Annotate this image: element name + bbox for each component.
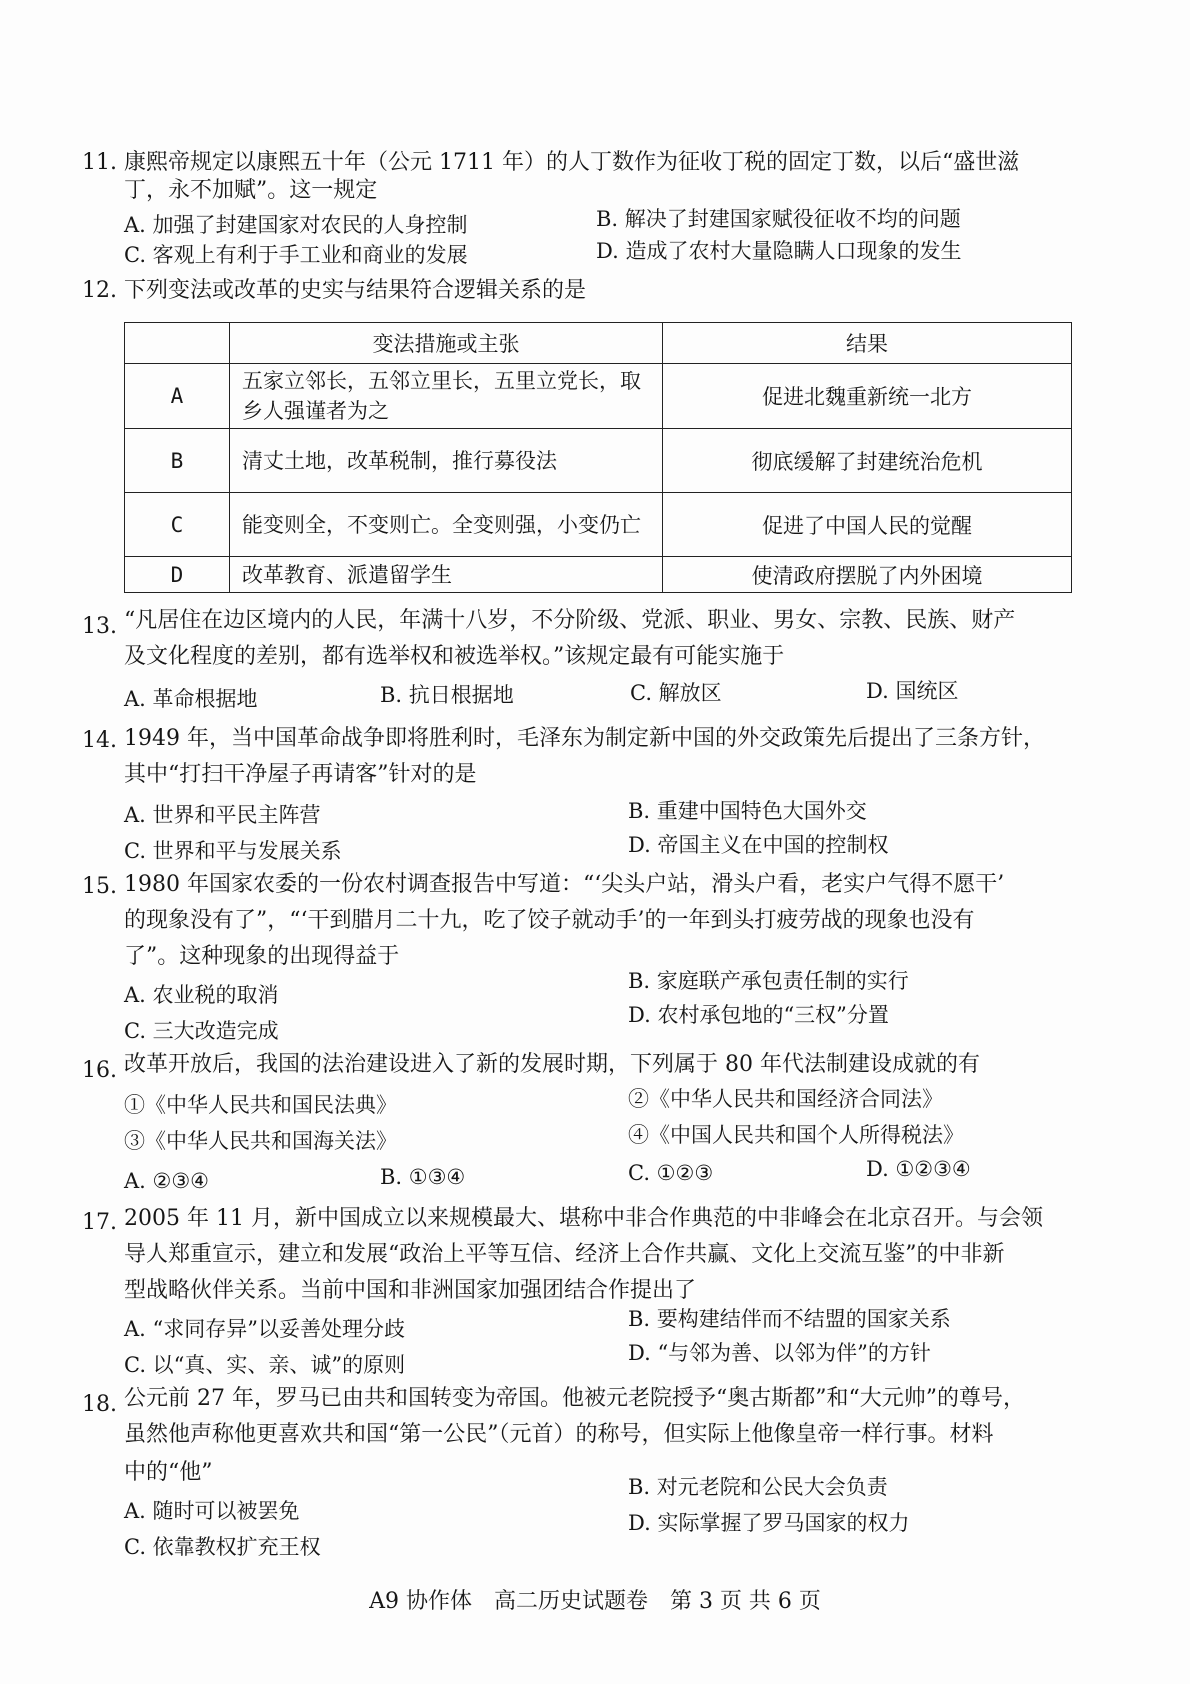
question-stem: 其中“打扫干净屋子再请客”针对的是 <box>124 762 477 787</box>
option-c: C. 解放区 <box>630 681 722 705</box>
table-header-result: 结果 <box>663 323 1072 364</box>
reform-table <box>124 322 1072 593</box>
question-stem: “凡居住在边区境内的人民，年满十八岁，不分阶级、党派、职业、男女、宗教、民族、财产 <box>124 608 1016 633</box>
question-stem: 虽然他声称他更喜欢共和国“第一公民”（元首）的称号，但实际上他像皇帝一样行事。材料 <box>124 1422 994 1447</box>
question-stem: 康熙帝规定以康熙五十年（公元 1711 年）的人丁数作为征收丁税的固定丁数，以后“盛世滋 <box>124 150 1020 175</box>
option-a: A. “求同存异”以妥善处理分歧 <box>124 1317 405 1341</box>
table-row <box>125 493 1072 557</box>
option-d: D. 实际掌握了罗马国家的权力 <box>628 1511 910 1535</box>
option-c: C. 以“真、实、亲、诚”的原则 <box>124 1353 406 1377</box>
statement-2: ②《中华人民共和国经济合同法》 <box>628 1087 943 1111</box>
option-b: B. 家庭联产承包责任制的实行 <box>628 969 909 993</box>
statement-1: ①《中华人民共和国民法典》 <box>124 1093 397 1117</box>
statement-3: ③《中华人民共和国海关法》 <box>124 1129 397 1153</box>
row-measure: 能变则全，不变则亡。全变则强，小变仍亡 <box>230 493 663 557</box>
row-result: 促进北魏重新统一北方 <box>663 364 1072 429</box>
option-a: A. 随时可以被罢免 <box>124 1499 300 1523</box>
option-d: D. 农村承包地的“三权”分置 <box>628 1003 889 1027</box>
question-stem: 丁，永不加赋”。这一规定 <box>124 178 378 203</box>
option-a: A. 加强了封建国家对农民的人身控制 <box>124 213 468 237</box>
row-result: 使清政府摆脱了内外困境 <box>663 557 1072 593</box>
option-a: A. ②③④ <box>124 1169 209 1193</box>
row-measure: 清丈土地，改革税制，推行募役法 <box>230 429 663 493</box>
option-c: C. 依靠教权扩充王权 <box>124 1535 321 1559</box>
question-stem: 的现象没有了”，“‘干到腊月二十九，吃了饺子就动手’的一年到头打疲劳战的现象也没有 <box>124 908 975 933</box>
option-b: B. 抗日根据地 <box>380 683 514 707</box>
question-stem: 1980 年国家农委的一份农村调查报告中写道：“‘尖头户站，滑头户看，老实户气得不愿干’ <box>124 872 1005 897</box>
option-c: C. ①②③ <box>628 1161 714 1185</box>
question-number: 12. <box>82 278 117 303</box>
option-a: A. 农业税的取消 <box>124 983 279 1007</box>
question-stem: 导人郑重宣示，建立和发展“政治上平等互信、经济上合作共赢、文化上交流互鉴”的中非新 <box>124 1242 1005 1267</box>
row-result: 彻底缓解了封建统治危机 <box>663 429 1072 493</box>
statement-4: ④《中国人民共和国个人所得税法》 <box>628 1123 964 1147</box>
question-stem: 及文化程度的差别，都有选举权和被选举权。”该规定最有可能实施于 <box>124 644 785 669</box>
row-measure: 改革教育、派遣留学生 <box>230 557 663 593</box>
question-stem: 了”。这种现象的出现得益于 <box>124 944 400 969</box>
option-d: D. ①②③④ <box>866 1157 971 1181</box>
table-row <box>125 429 1072 493</box>
option-a: A. 世界和平民主阵营 <box>124 803 321 827</box>
question-stem: 中的“他” <box>124 1460 213 1485</box>
table-header-measure: 变法措施或主张 <box>230 323 663 364</box>
option-c: C. 三大改造完成 <box>124 1019 279 1043</box>
page-footer: A9 协作体 高二历史试题卷 第 3 页 共 6 页 <box>369 1589 821 1614</box>
option-c: C. 世界和平与发展关系 <box>124 839 342 863</box>
question-number: 13. <box>82 614 117 639</box>
option-d: D. 帝国主义在中国的控制权 <box>628 833 889 857</box>
row-letter: D <box>125 557 230 593</box>
question-stem: 下列变法或改革的史实与结果符合逻辑关系的是 <box>124 278 587 303</box>
question-number: 14. <box>82 728 117 753</box>
table-row <box>125 364 1072 429</box>
row-measure: 五家立邻长，五邻立里长，五里立党长，取乡人强谨者为之 <box>230 364 663 429</box>
option-d: D. 国统区 <box>866 679 959 703</box>
option-b: B. 解决了封建国家赋役征收不均的问题 <box>596 207 961 231</box>
row-letter: A <box>125 364 230 429</box>
question-stem: 2005 年 11 月，新中国成立以来规模最大、堪称中非合作典范的中非峰会在北京召开。与会领 <box>124 1206 1043 1231</box>
option-b: B. 重建中国特色大国外交 <box>628 799 867 823</box>
question-stem: 公元前 27 年，罗马已由共和国转变为帝国。他被元老院授予“奥古斯都”和“大元帅”的尊号， <box>124 1386 1025 1411</box>
question-number: 17. <box>82 1210 117 1235</box>
table-row <box>125 557 1072 593</box>
question-stem: 型战略伙伴关系。当前中国和非洲国家加强团结合作提出了 <box>124 1278 697 1303</box>
question-stem: 1949 年，当中国革命战争即将胜利时，毛泽东为制定新中国的外交政策先后提出了三条方针， <box>124 726 1045 751</box>
option-b: B. 要构建结伴而不结盟的国家关系 <box>628 1307 951 1331</box>
question-number: 15. <box>82 874 117 899</box>
row-letter: C <box>125 493 230 557</box>
row-letter: B <box>125 429 230 493</box>
option-d: D. 造成了农村大量隐瞒人口现象的发生 <box>596 239 962 263</box>
option-a: A. 革命根据地 <box>124 687 258 711</box>
table-header-row <box>125 323 1072 364</box>
question-number: 16. <box>82 1058 117 1083</box>
question-number: 18. <box>82 1392 117 1417</box>
question-number: 11. <box>82 150 117 175</box>
question-stem: 改革开放后，我国的法治建设进入了新的发展时期，下列属于 80 年代法制建设成就的有 <box>124 1052 980 1077</box>
table-header-blank <box>125 323 230 364</box>
option-d: D. “与邻为善、以邻为伴”的方针 <box>628 1341 931 1365</box>
row-result: 促进了中国人民的觉醒 <box>663 493 1072 557</box>
option-b: B. 对元老院和公民大会负责 <box>628 1475 888 1499</box>
option-b: B. ①③④ <box>380 1165 466 1189</box>
option-c: C. 客观上有利于手工业和商业的发展 <box>124 243 468 267</box>
